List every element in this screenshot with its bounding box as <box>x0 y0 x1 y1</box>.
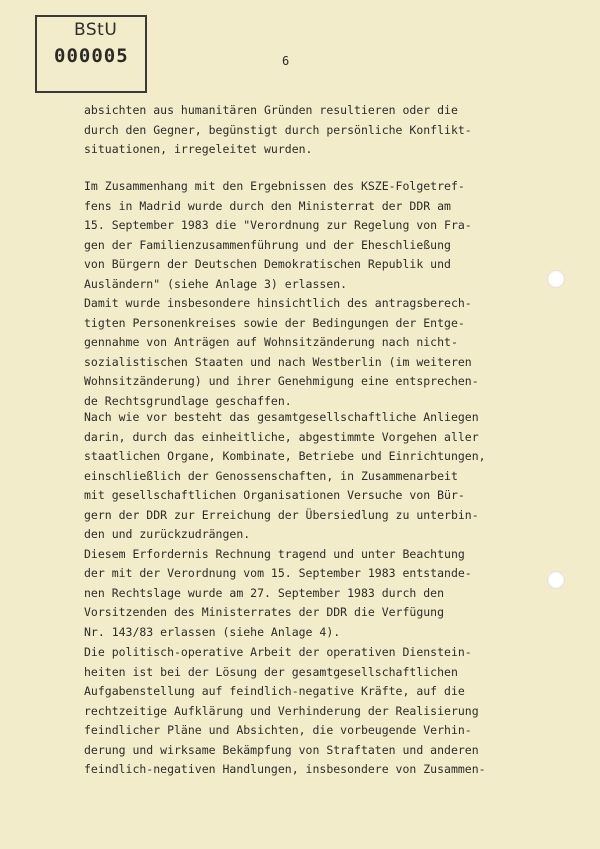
text-line: situationen, irregeleitet wurden. <box>84 142 313 156</box>
text-line: Wohnsitzänderung) und ihrer Genehmigung eine entsprechen- <box>84 374 479 388</box>
paragraph <box>84 177 524 411</box>
text-line: feindlicher Pläne und Absichten, die vorbeugende Verhin- <box>84 723 472 737</box>
text-line: Aufgabenstellung auf feindlich-negative Kräfte, auf die <box>84 684 465 698</box>
text-line: Damit wurde insbesondere hinsichtlich des antragsberech- <box>84 296 472 310</box>
text-line: der mit der Verordnung vom 15. September 1983 entstande- <box>84 566 472 580</box>
text-line: heiten ist bei der Lösung der gesamtgesellschaftlichen <box>84 664 458 679</box>
text-line: darin, durch das einheitliche, abgestimmte Vorgehen aller <box>84 429 479 444</box>
text-line: gen der Familienzusammenführung und der Eheschließung <box>84 237 451 252</box>
text-line: tigten Personenkreises sowie der Bedingungen der Entge- <box>84 315 465 330</box>
text-line: gennahme von Anträgen auf Wohnsitzänderung nach nicht- <box>84 335 458 349</box>
text-line: mit gesellschaftlichen Organisationen Versuche von Bür- <box>84 488 465 502</box>
text-line: von Bürgern der Deutschen Demokratischen Republik und <box>84 257 451 271</box>
paragraph <box>84 408 524 642</box>
text-line: nen Rechtslage wurde am 27. September 1983 durch den <box>84 585 445 600</box>
text-line: rechtzeitige Aufklärung und Verhinderung der Realisierung <box>84 703 479 718</box>
paragraph <box>84 643 524 780</box>
text-line: gern der DDR zur Erreichung der Übersiedlung zu unterbin- <box>84 507 479 522</box>
text-line: Diesem Erfordernis Rechnung tragend und unter Beachtung <box>84 546 465 561</box>
text-line: de Rechtsgrundlage geschaffen. <box>84 393 292 408</box>
text-line: derung und wirksame Bekämpfung von Straftaten und anderen <box>84 742 479 757</box>
stamp-number: 000005 <box>54 45 129 67</box>
text-line: durch den Gegner, begünstigt durch persönliche Konflikt- <box>84 122 472 137</box>
punch-hole-top <box>547 270 565 288</box>
text-line: den und zurückzudrängen. <box>84 527 251 541</box>
paragraph <box>84 101 524 160</box>
text-line: Nr. 143/83 erlassen (siehe Anlage 4). <box>84 624 341 639</box>
text-line: einschließlich der Genossenschaften, in Zusammenarbeit <box>84 468 458 483</box>
text-line: feindlich-negativen Handlungen, insbesondere von Zusammen- <box>84 762 486 776</box>
archive-stamp <box>35 15 147 93</box>
text-line: 15. September 1983 die "Verordnung zur Regelung von Fra- <box>84 218 472 232</box>
text-line: absichten aus humanitären Gründen resultieren oder die <box>84 103 458 117</box>
text-line: fens in Madrid wurde durch den Ministerrat der DDR am <box>84 198 451 213</box>
text-line: Die politisch-operative Arbeit der operativen Dienstein- <box>84 645 472 659</box>
text-line: Nach wie vor besteht das gesamtgesellschaftliche Anliegen <box>84 410 479 424</box>
text-line: Im Zusammenhang mit den Ergebnissen des KSZE-Folgetref- <box>84 179 465 193</box>
text-line: Vorsitzenden des Ministerrates der DDR die Verfügung <box>84 605 445 619</box>
text-line: staatlichen Organe, Kombinate, Betriebe und Einrichtungen, <box>84 449 486 463</box>
page-number: 6 <box>282 54 290 68</box>
text-line: Ausländern" (siehe Anlage 3) erlassen. <box>84 276 348 291</box>
stamp-label: BStU <box>74 20 118 40</box>
punch-hole-bottom <box>547 571 565 589</box>
text-line: sozialistischen Staaten und nach Westberlin (im weiteren <box>84 354 472 369</box>
